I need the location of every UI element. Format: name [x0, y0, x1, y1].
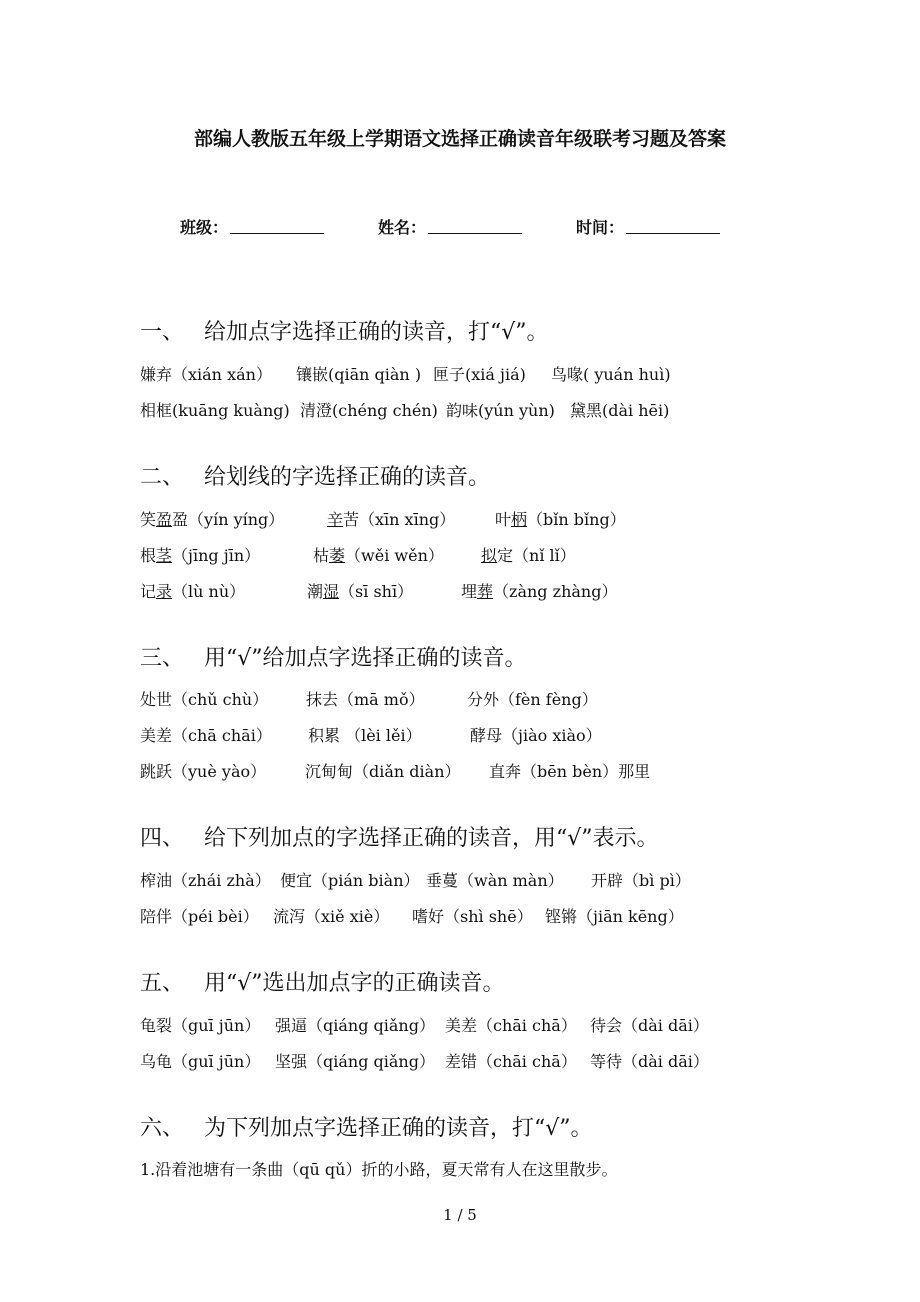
time-field [576, 215, 720, 238]
section-4-row-1 [140, 868, 691, 891]
underlined-char: 茎 [156, 546, 173, 565]
question-item: 埋葬（zàng zhàng） [461, 582, 618, 601]
question-item: 酵母（jiào xiào） [470, 726, 602, 745]
section-2-row-2 [140, 543, 576, 566]
section-3-row-3 [140, 759, 650, 782]
section-3-row-2 [140, 723, 602, 746]
question-item: 辛苦（xīn xīng） [327, 510, 456, 529]
question-item: 美差（chāi chā） [445, 1016, 577, 1035]
section-number: 一、 [140, 320, 185, 345]
question-item: 流泻（xiě xiè） [273, 907, 390, 926]
question-item: 积累 （lèi lěi） [308, 726, 422, 745]
question-item: 坚强（qiáng qiǎng） [275, 1052, 435, 1071]
section-number: 三、 [140, 646, 185, 671]
page-number: 1 / 5 [443, 1206, 477, 1224]
section-6-line-1: 1.沿着池塘有一条曲（qū qǔ）折的小路，夏天常有人在这里散步。 [140, 1160, 618, 1179]
question-item: 直奔（bēn bèn）那里 [489, 762, 651, 781]
question-item: 铿锵（jiān kēng） [545, 907, 684, 926]
section-instruction: 给下列加点的字选择正确的读音，用“√”表示。 [204, 826, 659, 851]
question-item: 待会（dài dāi） [590, 1016, 709, 1035]
question-item: 笑盈盈（yín yíng） [140, 510, 285, 529]
underlined-char: 湿 [323, 582, 340, 601]
class-field [180, 215, 324, 238]
document-title: 部编人教版五年级上学期语文选择正确读音年级联考习题及答案 [193, 128, 726, 150]
section-instruction: 用“√”选出加点字的正确读音。 [204, 971, 505, 996]
question-item: 美差（chā chāi） [140, 726, 272, 745]
question-item: 记录（lù nù） [140, 582, 246, 601]
question-item: 分外（fèn fèng） [467, 690, 598, 709]
class-label: 班级： [180, 218, 229, 237]
section-number: 五、 [140, 971, 185, 996]
time-blank[interactable] [626, 215, 720, 234]
question-item: 开辟（bì pì） [591, 871, 691, 890]
question-item: 相框(kuāng kuàng) [140, 401, 290, 420]
section-instruction: 为下列加点字选择正确的读音，打“√”。 [204, 1116, 593, 1141]
question-item: 潮湿（sī shī） [307, 582, 414, 601]
underlined-char: 萎 [329, 546, 346, 565]
question-item: 等待（dài dāi） [590, 1052, 709, 1071]
section-instruction: 给划线的字选择正确的读音。 [204, 465, 491, 490]
question-item: 叶柄（bǐn bǐng） [495, 510, 626, 529]
question-item: 乌龟（guī jūn） [140, 1052, 261, 1071]
section-2-heading [140, 460, 490, 491]
section-2-row-1 [140, 507, 626, 530]
underlined-char: 辛 [327, 510, 344, 529]
section-6-heading [140, 1111, 593, 1142]
class-blank[interactable] [230, 215, 324, 234]
question-item: 跳跃（yuè yào） [140, 762, 267, 781]
question-item: 韵味(yún yùn) [446, 401, 555, 420]
question-item: 处世（chǔ chù） [140, 690, 269, 709]
section-5-heading [140, 966, 505, 997]
underlined-char: 盈 [156, 510, 173, 529]
section-1-row-1 [140, 362, 671, 385]
question-item: 黛黑(dài hēi) [570, 401, 670, 420]
section-3-heading [140, 641, 527, 672]
question-item: 清澄(chéng chén) [300, 401, 438, 420]
section-4-heading [140, 821, 659, 852]
section-3-row-1 [140, 687, 598, 710]
question-item: 垂蔓（wàn màn） [426, 871, 564, 890]
question-item: 沉甸甸（diǎn diàn） [305, 762, 461, 781]
section-instruction: 给加点字选择正确的读音，打“√”。 [204, 320, 549, 345]
section-number: 二、 [140, 465, 185, 490]
question-item: 陪伴（péi bèi） [140, 907, 259, 926]
underlined-char: 葬 [477, 582, 494, 601]
question-item: 嗜好（shì shē） [412, 907, 533, 926]
question-item: 根茎（jīng jīn） [140, 546, 261, 565]
question-item: 拟定（nǐ lǐ） [481, 546, 576, 565]
section-5-row-1 [140, 1013, 709, 1036]
question-item: 榨油（zhái zhà） [140, 871, 271, 890]
question-item: 强逼（qiáng qiǎng） [275, 1016, 435, 1035]
section-2-row-3 [140, 579, 617, 602]
name-blank[interactable] [428, 215, 522, 234]
question-item: 抹去（mā mǒ） [306, 690, 425, 709]
question-item: 龟裂（guī jūn） [140, 1016, 261, 1035]
name-field [378, 215, 522, 238]
name-label: 姓名： [378, 218, 427, 237]
section-number: 四、 [140, 826, 185, 851]
question-item: 匣子(xiá jiá) [433, 365, 526, 384]
question-item: 便宜（pián biàn） [280, 871, 420, 890]
section-number: 六、 [140, 1116, 185, 1141]
time-label: 时间： [576, 218, 625, 237]
question-item: 枯萎（wěi wěn） [313, 546, 444, 565]
question-item: 鸟喙( yuán huì) [551, 365, 671, 384]
underlined-char: 柄 [511, 510, 528, 529]
section-1-heading [140, 315, 549, 346]
section-4-row-2 [140, 904, 684, 927]
section-1-row-2 [140, 398, 669, 421]
question-item: 差错（chāi chā） [445, 1052, 577, 1071]
student-info [180, 215, 774, 238]
question-item: 嫌弃（xián xán） [140, 365, 272, 384]
underlined-char: 拟 [481, 546, 498, 565]
underlined-char: 录 [156, 582, 173, 601]
section-instruction: 用“√”给加点字选择正确的读音。 [204, 646, 527, 671]
section-5-row-2 [140, 1049, 709, 1072]
question-item: 镶嵌(qiān qiàn ) [296, 365, 422, 384]
